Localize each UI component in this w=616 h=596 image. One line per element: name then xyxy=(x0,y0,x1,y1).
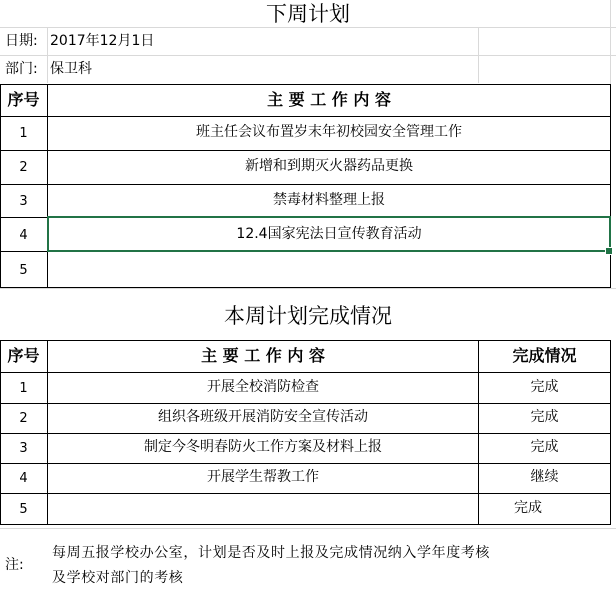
row-status: 完成 xyxy=(514,500,542,516)
row-number: 4 xyxy=(19,471,28,486)
row-content: 开展全校消防检查 xyxy=(207,379,319,395)
row-number: 5 xyxy=(19,502,28,517)
row-number: 3 xyxy=(19,441,28,456)
row-number: 1 xyxy=(19,381,28,396)
next-week-col-content: 主 要 工 作 内 容 xyxy=(267,90,391,109)
row-content: 组织各班级开展消防安全宣传活动 xyxy=(158,409,368,425)
row-content: 班主任会议布置岁末年初校园安全管理工作 xyxy=(196,124,462,140)
row-number: 4 xyxy=(19,228,28,243)
dept-label: 部门: xyxy=(5,61,38,77)
date-value: 2017年12月1日 xyxy=(50,33,155,49)
note-line-1: 每周五报学校办公室，计划是否及时上报及完成情况纳入学年度考核 xyxy=(52,545,490,561)
this-week-col-status: 完成情况 xyxy=(512,346,577,365)
row-content: 12.4国家宪法日宣传教育活动 xyxy=(236,226,422,242)
next-week-title: 下周计划 xyxy=(266,2,350,26)
row-number: 2 xyxy=(19,411,28,426)
this-week-title: 本周计划完成情况 xyxy=(224,304,392,328)
row-status: 完成 xyxy=(530,409,559,425)
row-number: 3 xyxy=(19,194,28,209)
row-status: 完成 xyxy=(530,439,559,455)
row-content: 开展学生帮教工作 xyxy=(207,469,319,485)
fill-handle[interactable] xyxy=(605,247,613,255)
row-number: 2 xyxy=(19,160,28,175)
row-number: 5 xyxy=(19,263,28,278)
row-content: 制定今冬明春防火工作方案及材料上报 xyxy=(144,439,382,455)
next-week-col-no: 序号 xyxy=(7,90,40,109)
this-week-col-content: 主 要 工 作 内 容 xyxy=(201,346,325,365)
row-number: 1 xyxy=(19,126,28,141)
row-status: 完成 xyxy=(530,379,559,395)
this-week-col-no: 序号 xyxy=(7,346,40,365)
date-label: 日期: xyxy=(5,33,38,49)
row-content: 新增和到期灭火器药品更换 xyxy=(245,158,413,174)
row-content: 禁毒材料整理上报 xyxy=(273,192,385,208)
row-status: 继续 xyxy=(530,469,559,485)
note-label: 注: xyxy=(5,557,24,573)
dept-value: 保卫科 xyxy=(50,61,92,77)
active-cell-selection[interactable] xyxy=(47,216,611,252)
note-line-2: 及学校对部门的考核 xyxy=(52,570,184,586)
